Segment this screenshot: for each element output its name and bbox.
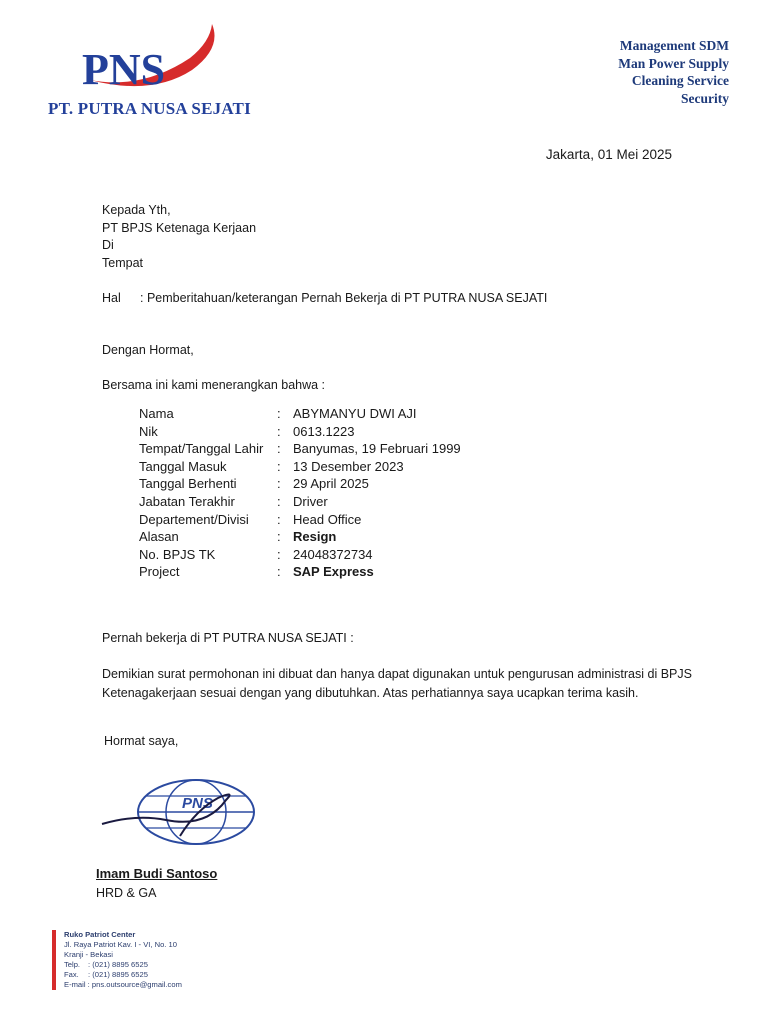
footer-phone: : (021) 8895 6525 xyxy=(88,960,148,969)
detail-key: Project xyxy=(139,564,180,580)
footer-address-line: Jl. Raya Patriot Kav. I - VI, No. 10 xyxy=(64,940,177,949)
detail-row: No. BPJS TK : 24048372734 xyxy=(139,546,373,562)
subject-line xyxy=(102,290,547,308)
service-item: Man Power Supply xyxy=(618,55,729,71)
detail-row: Alasan : Resign xyxy=(139,529,337,545)
company-name: PT. PUTRA NUSA SEJATI xyxy=(48,99,251,118)
detail-row: Project : SAP Express xyxy=(139,564,374,580)
detail-value: Head Office xyxy=(293,511,362,527)
detail-row: Tanggal Masuk : 13 Desember 2023 xyxy=(139,458,404,474)
company-stamp xyxy=(96,770,266,850)
footer-email: : pns.outsource@gmail.com xyxy=(87,980,182,989)
footer-fax-label: Fax. xyxy=(64,970,79,979)
footer-title: Ruko Patriot Center xyxy=(64,930,136,939)
detail-row: Tempat/Tanggal Lahir : Banyumas, 19 Februari 1999 xyxy=(139,441,461,457)
detail-row: Departement/Divisi : Head Office xyxy=(139,511,362,527)
recipient-line: Tempat xyxy=(102,255,143,270)
service-item: Cleaning Service xyxy=(631,73,729,88)
detail-value: Driver xyxy=(293,493,328,509)
footer-email-label: E-mail xyxy=(64,980,86,989)
detail-key: Jabatan Terakhir xyxy=(139,493,235,509)
detail-value: 24048372734 xyxy=(293,546,373,562)
detail-row: Jabatan Terakhir : Driver xyxy=(139,493,328,509)
detail-key: Tanggal Berhenti xyxy=(139,476,237,492)
recipient-line: Di xyxy=(102,238,114,252)
service-item: Security xyxy=(681,90,729,106)
detail-key: Nik xyxy=(139,423,158,439)
worked-at-text: Pernah bekerja di PT PUTRA NUSA SEJATI : xyxy=(102,631,354,645)
footer-phone-label: Telp. xyxy=(64,960,81,969)
recipient-line: Kepada Yth, xyxy=(102,203,171,217)
detail-key: Tanggal Masuk xyxy=(139,458,227,474)
closing-paragraph: Demikian surat permohonan ini dibuat dan hanya dapat digunakan untuk pengurusan administrasi di BPJS Ketenagakerjaan sesuai dengan yang dibutuhkan. Atas perhatiannya saya ucapkan terima kasih. xyxy=(102,667,692,700)
detail-key: No. BPJS TK xyxy=(139,546,216,562)
signer-name: Imam Budi Santoso xyxy=(96,866,218,881)
recipient-block xyxy=(102,202,256,272)
service-item: Management SDM xyxy=(619,38,729,53)
logo-text: PNS xyxy=(82,45,166,94)
detail-value: 0613.1223 xyxy=(293,423,355,439)
regards-text: Hormat saya, xyxy=(104,734,179,748)
footer-accent-bar xyxy=(52,930,56,990)
footer-fax: : (021) 8895 6525 xyxy=(88,970,148,979)
detail-value: ABYMANYU DWI AJI xyxy=(293,406,417,421)
stamp-text: PNS xyxy=(182,795,213,812)
detail-row: Nama : ABYMANYU DWI AJI xyxy=(139,406,417,421)
services-list xyxy=(618,37,729,107)
detail-value: Banyumas, 19 Februari 1999 xyxy=(293,441,461,457)
detail-key: Tempat/Tanggal Lahir xyxy=(139,441,264,457)
subject-text: : Pemberitahuan/keterangan Pernah Bekerja di PT PUTRA NUSA SEJATI xyxy=(140,291,548,305)
footer-address xyxy=(64,930,182,990)
letter-date: Jakarta, 01 Mei 2025 xyxy=(545,147,672,162)
greeting: Dengan Hormat, xyxy=(102,343,194,357)
recipient-line: PT BPJS Ketenaga Kerjaan xyxy=(102,220,257,235)
detail-key: Nama xyxy=(139,406,174,421)
company-logo xyxy=(72,18,222,98)
subject-label: Hal xyxy=(102,291,121,305)
detail-key: Alasan xyxy=(139,529,179,545)
detail-value: 29 April 2025 xyxy=(293,476,369,492)
detail-key: Departement/Divisi xyxy=(139,511,249,527)
detail-value: 13 Desember 2023 xyxy=(293,458,404,474)
intro-text: Bersama ini kami menerangkan bahwa : xyxy=(102,378,326,392)
footer-address-line: Kranji - Bekasi xyxy=(64,950,113,959)
signer-title: HRD & GA xyxy=(96,886,157,900)
employee-details xyxy=(139,405,461,581)
detail-value: SAP Express xyxy=(293,564,374,580)
detail-value: Resign xyxy=(293,529,337,545)
detail-row: Nik : 0613.1223 xyxy=(139,423,355,439)
detail-row: Tanggal Berhenti : 29 April 2025 xyxy=(139,476,369,492)
